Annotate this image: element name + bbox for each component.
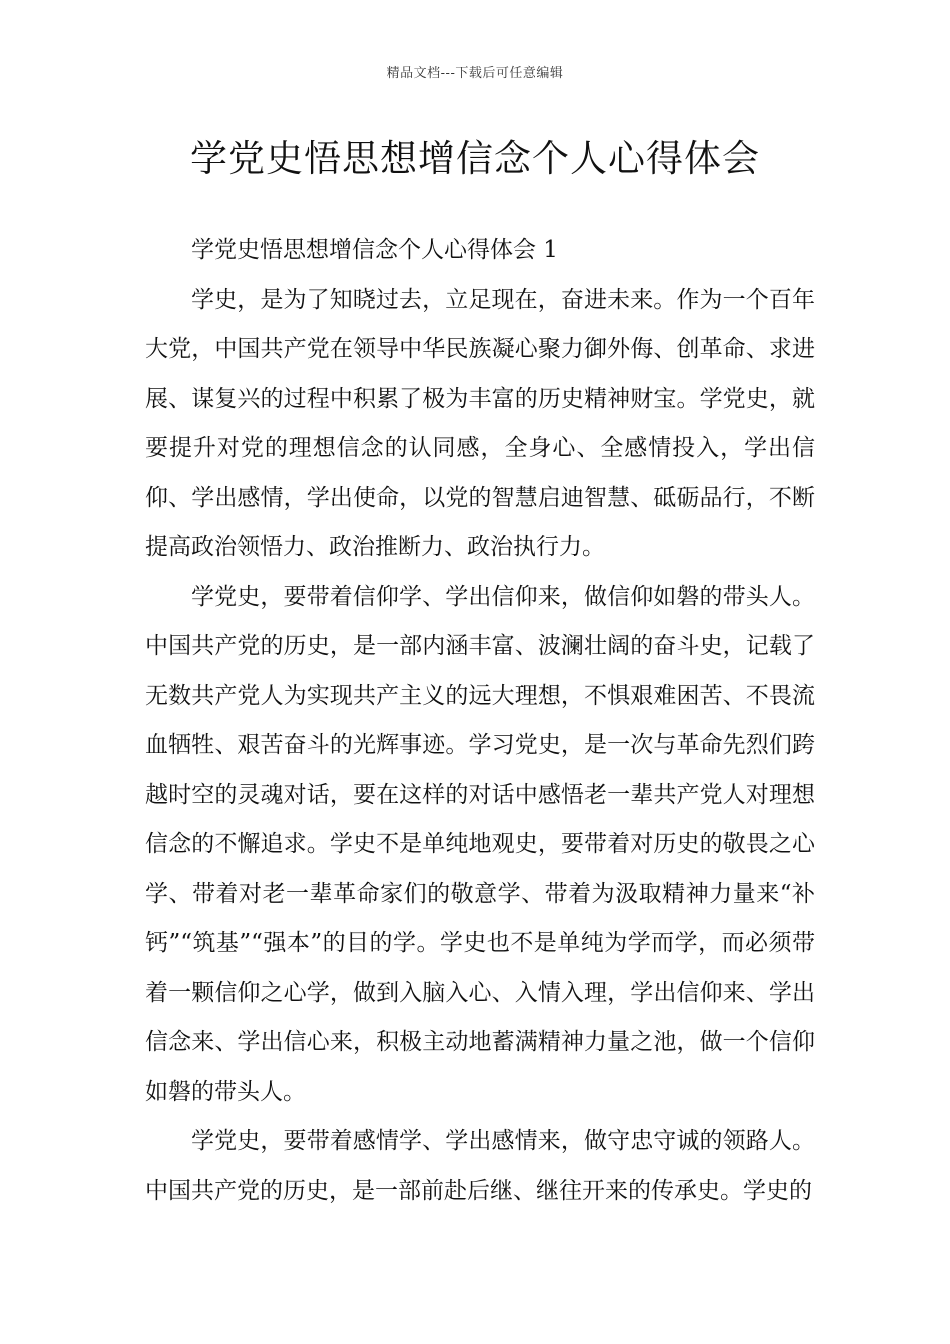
paragraph: 学党史，要带着信仰学、学出信仰来，做信仰如磐的带头人。中国共产党的历史，是一部内涵丰富、波澜壮阔的奋斗史，记载了无数共产党人为实现共产主义的远大理想，不惧艰难困苦、不畏流血牺牲、艰苦奋斗的光辉事迹。学习党史，是一次与革命先烈们跨越时空的灵魂对话，要在这样的对话中感悟老一辈共产党人对理想信念的不懈追求。学史不是单纯地观史，要带着对历史的敬畏之心学、带着对老一辈革命家们的敬意学、带着为汲取精神力量来“补钙”“筑基”“强本”的目的学。学史也不是单纯为学而学，而必须带着一颗信仰之心学，做到入脑入心、入情入理，学出信仰来、学出信念来、学出信心来，积极主动地蓄满精神力量之池，做一个信仰如磐的带头人。 xyxy=(145,583,815,1105)
paragraph: 学史，是为了知晓过去，立足现在，奋进未来。作为一个百年大党，中国共产党在领导中华民族凝心聚力御外侮、创革命、求进展、谋复兴的过程中积累了极为丰富的历史精神财宝。学党史，就要提升对党的理想信念的认同感，全身心、全感情投入，学出信仰、学出感情，学出使命，以党的智慧启迪智慧、砥砺品行，不断提高政治领悟力、政治推断力、政治执行力。 xyxy=(145,286,815,560)
page-header: 精品文档---下载后可任意编辑 xyxy=(386,66,564,81)
paragraph: 学党史，要带着感情学、学出感情来，做守忠守诚的领路人。中国共产党的历史，是一部前赴后继、继往开来的传承史。学史的 xyxy=(145,1128,815,1204)
section-subtitle: 学党史悟思想增信念个人心得体会 1 xyxy=(191,237,558,263)
document-title: 学党史悟思想增信念个人心得体会 xyxy=(190,137,760,180)
document-body xyxy=(145,226,815,1216)
